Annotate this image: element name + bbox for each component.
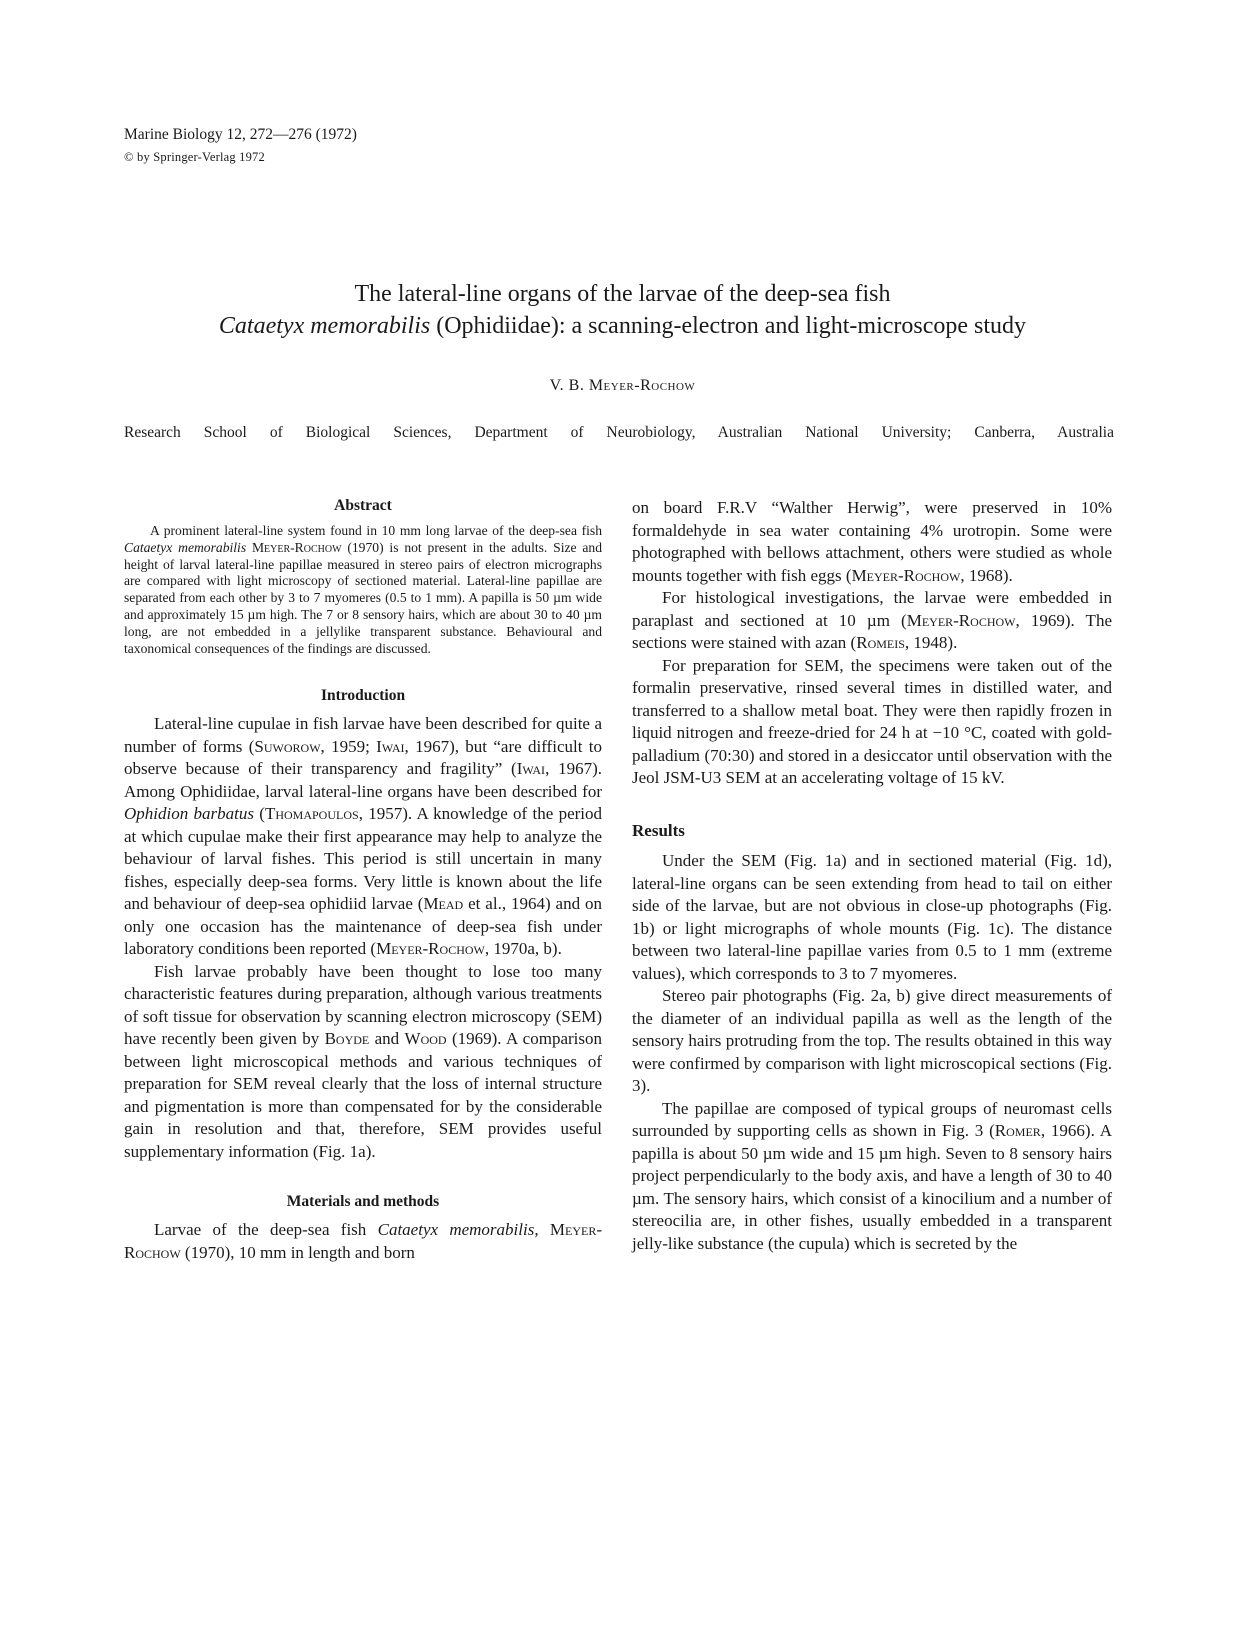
text-run: (1970), 10 mm in length and born (180, 1242, 415, 1262)
text-run: (1969). A comparison between light microscopical methods and various techniques of preparation for SEM reveal clearly that the loss of internal structure and pigmentation is more than compensated for by the considerable gain in resolution and that, therefore, SEM provides useful supplementary information (Fig. 1a). (124, 1029, 602, 1161)
text-run: on board F.R.V “Walther Herwig”, were preserved in 10% formaldehyde in sea water containing 4% urotropin. Some were photographed with bellows attachment, others were studied as whole mounts together with fish eggs ( (632, 498, 1112, 585)
results-paragraph-1: Under the SEM (Fig. 1a) and in sectioned material (Fig. 1d), lateral-line organs can be seen extending from head to tail on either side of the larvae, but are not obvious in close-up photographs (Fig. 1b) or light micrographs of whole mounts (Fig. 1c). The distance between two lateral-line papillae varies from 0.5 to 1 mm (extreme values), which corresponds to 3 to 7 myomeres. (632, 851, 1112, 983)
species-name: Cataetyx memorabilis (377, 1220, 535, 1240)
abstract-part: (1970) is not present in the adults. Size and height of larval lateral-line papillae measured in stereo pairs of electron micrographs are compared with light microscopy of sectioned material. Lateral-line papillae are separated from each other by 3 to 7 myomeres (0.5 to 1 mm). A papilla is 50 µm wide and approximately 15 µm high. The 7 or 8 sensory hairs, which are about 30 to 40 µm long, are not embedded in a jellylike transparent substance. Behavioural and taxonomical consequences of the findings are discussed. (124, 539, 602, 656)
citation: Wood (404, 1029, 447, 1049)
text-run: , 1970a, b). (484, 939, 562, 959)
citation: Boyde (324, 1029, 370, 1049)
right-column (632, 497, 1112, 1255)
text-run: , 1959; (320, 736, 377, 756)
abstract-species: Cataetyx memorabilis (124, 539, 247, 555)
text-run: For histological investigations, the larvae were embedded in paraplast and sectioned at 10 µm ( (632, 588, 1112, 630)
title-line-2-rest: (Ophidiidae): a scanning-electron and light-microscope study (430, 313, 1027, 339)
methods-heading: Materials and methods (286, 1193, 440, 1211)
text-run: , 1966). A papilla is about 50 µm wide and 15 µm high. Seven to 8 sensory hairs project perpendicularly to the body axis, and have a length of 30 to 40 µm. The sensory hairs, which consist of a kinocilium and a number of stereocilia are, in other fishes, usually embedded in a transparent jelly-like substance (the cupula) which is secreted by the (632, 1121, 1112, 1253)
text-run: , (534, 1220, 550, 1240)
citation: Meyer-Rochow (906, 610, 1016, 630)
methods-continued (632, 497, 1112, 587)
text-run: , 1968). (960, 565, 1013, 585)
introduction-heading: Introduction (320, 687, 406, 705)
intro-paragraph-2 (124, 961, 602, 1164)
text-run: Lateral-line cupulae in fish larvae have been described for quite a number of forms ( (124, 714, 602, 756)
text-run: , 1957). A knowledge of the period at which cupulae make their first appearance may help to analyze the behaviour of larval fishes. This period is still uncertain in many fishes, especially deep-sea forms. Very little is known about the life and behaviour of deep-sea ophidiid larvae ( (124, 804, 602, 914)
methods-body (124, 1219, 602, 1264)
text-run: and (369, 1029, 405, 1049)
introduction-body (124, 713, 602, 1163)
author-name: V. B. Meyer-Rochow (549, 377, 696, 394)
left-column (124, 497, 602, 1264)
text-run: The papillae are composed of typical groups of neuromast cells surrounded by supporting cells as shown in Fig. 3 ( (632, 1098, 1112, 1140)
text-run: , 1967). Among Ophidiidae, larval lateral-line organs have been described for (124, 759, 602, 801)
results-paragraph-3 (632, 1098, 1112, 1256)
affiliation: Research School of Biological Sciences, Department of Neurobiology, Australian National University; Canberra, Australia (124, 424, 1114, 441)
citation: Suworow (254, 736, 321, 756)
abstract-part: A prominent lateral-line system found in 10 mm long larvae of the deep-sea fish (150, 523, 602, 538)
citation: Thomapoulos (264, 804, 359, 824)
abstract-author-ref: Meyer-Rochow (251, 539, 342, 555)
text-run: Fish larvae probably have been thought to lose too many characteristic features during preparation, although various treatments of soft tissue for observation by scanning electron microscopy (SEM) have recently been given by (124, 961, 602, 1049)
citation: Mead (423, 894, 464, 914)
copyright-line: © by Springer-Verlag 1972 (124, 150, 265, 164)
methods-histology (632, 587, 1112, 655)
citation: Meyer-Rochow (851, 565, 961, 585)
intro-paragraph-1 (124, 713, 602, 961)
journal-citation: Marine Biology 12, 272—276 (1972) (124, 126, 357, 143)
paper-title (0, 278, 1245, 342)
text-run: et al., 1964) and on only one occasion has the maintenance of deep-sea fish under laboratory conditions been reported ( (124, 894, 602, 959)
title-line-1: The lateral-line organs of the larvae of the deep-sea fish (354, 281, 891, 307)
results-heading: Results (632, 820, 685, 840)
citation: Meyer-Rochow (124, 1220, 603, 1262)
text-run: Larvae of the deep-sea fish (154, 1220, 378, 1240)
text-run: , 1967), but “are difficult to observe because of their transparency and fragility” ( (124, 736, 602, 779)
results-paragraph-2: Stereo pair photographs (Fig. 2a, b) give direct measurements of the diameter of an individual papilla as well as the length of the sensory hairs protruding from the top. The results obtained in this way were confirmed by comparison with light microscopical sections (Fig. 3). (632, 986, 1112, 1095)
title-line-2 (0, 310, 1245, 342)
text-run: , 1948). (904, 633, 958, 652)
text-run: , 1969). The sections were stained with azan ( (632, 610, 1112, 652)
citation: Romer (994, 1121, 1041, 1140)
text-run: ( (253, 804, 265, 824)
methods-sem: For preparation for SEM, the specimens were taken out of the formalin preservative, rinsed several times in distilled water, and transferred to a shallow metal boat. They were then rapidly frozen in liquid nitrogen and freeze-dried for 24 h at −10 °C, coated with gold-palladium (70:30) and stored in a desiccator until observation with the Jeol JSM-U3 SEM at an accelerating voltage of 15 kV. (632, 655, 1112, 787)
title-species: Cataetyx memorabilis (218, 313, 431, 339)
citation: Iwai (516, 759, 546, 779)
abstract-text (124, 523, 602, 657)
species-name: Ophidion barbatus (124, 804, 254, 824)
abstract-heading: Abstract (334, 497, 392, 514)
citation: Meyer-Rochow (376, 939, 485, 959)
methods-paragraph-1 (124, 1219, 602, 1264)
journal-header (124, 124, 357, 168)
citation: Iwai (376, 736, 405, 756)
citation: Romeis (856, 633, 905, 652)
